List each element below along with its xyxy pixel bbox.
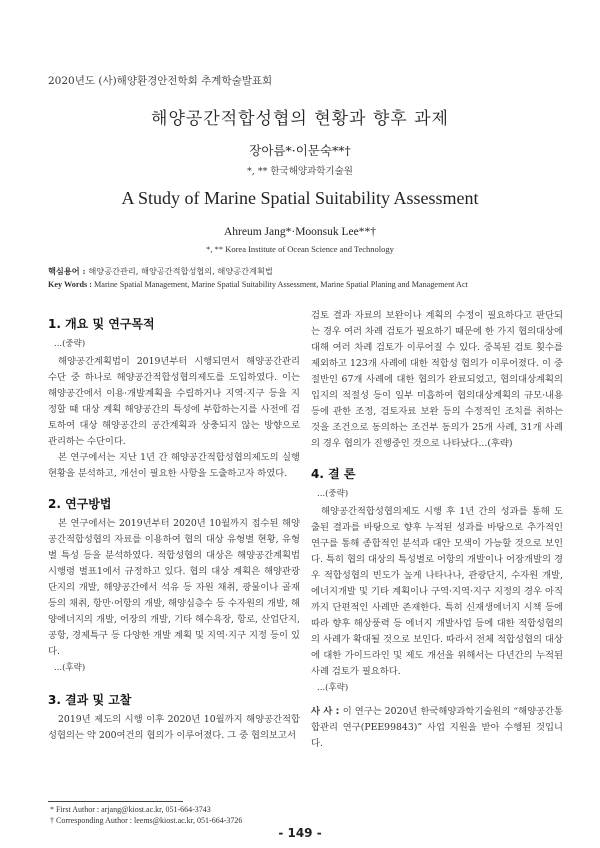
section-1-paragraph-2: 본 연구에서는 지난 1년 간 해양공간적합성협의제도의 실행 현황을 분석하고, 개선이 필요한 사항을 도출하고자 하였다. [48, 452, 300, 479]
section-1-omitted: ...(중략) [54, 339, 86, 349]
section-4-title: 4. 결 론 [311, 467, 356, 481]
korean-title: 해양공간적합성협의 현황과 향후 과제 [151, 109, 449, 129]
section-3-paragraph-1: 2019년 제도의 시행 이후 2020년 10월까지 해양공간적합성협의는 약 200여건의 협의가 이루어졌다. 그 중 협의보고서 [48, 714, 300, 741]
section-1-paragraph-1: 해양공간계획법이 2019년부터 시행되면서 해양공간관리 수단 중 하나로 해양공간적합성협의제도를 도입하였다. 이는 해양공간에서 이용·개발계획을 수립하거나 지역·지구 등을 지정할 때 대상 계획 해양공간의 특성에 부합하는지를 사전에 검토하여 대상 해양공간의 공간계획과 상충되지 않는 방향으로 관리하는 수단이다. [48, 356, 300, 447]
section-2-paragraph-1: 본 연구에서는 2019년부터 2020년 10월까지 접수된 해양공간적합성협의 자료를 이용하여 협의 대상 유형별 현황, 유형별 특성 등을 분석하였다. 적합성협의 대상은 해양공간계획법 시행령 별표1에서 규정하고 있다. 협의 대상 계획은 해양관광단지의 개발, 해양공간에서 석유 등 자원 채취, 광물이나 골재 등의 채취, 항만·어항의 개발, 해양심층수 등 수자원의 개발, 해양에너지의 개발, 어장의 개발, 기타 해수욕장, 항로, 산업단지, 공항, 경제특구 등 다양한 개발 계획 및 지역·지구 지정 등이 있다. [48, 518, 300, 657]
korean-keywords-text: 해양공간관리, 해양공간적합성협의, 해양공간계획법 [88, 266, 273, 276]
english-keywords [48, 280, 558, 289]
footnote-first-author: * First Author : arjang@kiost.ac.kr, 051-664-3743 [50, 805, 211, 814]
footnote-rule [48, 801, 183, 802]
right-column [311, 308, 563, 752]
korean-keywords [48, 266, 558, 277]
acknowledgement-label: 사 사 : [311, 706, 343, 717]
page-number: - 149 - [278, 826, 322, 840]
section-4-omitted: ...(중략) [317, 489, 349, 499]
acknowledgement-text: 이 연구는 2020년 한국해양과학기술원의 “해양공간통합관리 연구(PEE99843)” 사업 지원을 받아 수행된 것입니다. [311, 706, 563, 749]
section-3-title: 3. 결과 및 고찰 [48, 693, 132, 707]
section-3-paragraph-1-continued: 검토 결과 자료의 보완이나 계획의 수정이 필요하다고 판단되는 경우 여러 차례 검토가 필요하기 때문에 한 가지 협의대상에 대해 여러 차례 검토가 이루어질 수 있다. 중복된 검토 횟수를 제외하고 123개 사례에 대한 적합성 협의가 이루어졌다. 이 중 절반인 67개 사례에 대한 협의가 완료되었고, 협의대상계획의 입지의 적절성 등이 일부 미흡하여 협의대상계획의 규모·내용 등에 관한 조정, 검토자료 보완 등의 수정적인 조치를 취하는 것을 조건으로 동의하는 조건부 동의가 25개 사례, 31개 사례의 경우 협의가 진행중인 것으로 나타났다...(후략) [311, 310, 563, 449]
section-4-paragraph-1: 해양공간적합성협의제도 시행 후 1년 간의 성과를 통해 도출된 결과를 바탕으로 향후 누적된 성과를 바탕으로 추가적인 연구를 통해 종합적인 분석과 대안 모색이 가능할 것으로 보인다. 특히 협의 대상의 특성별로 어항의 개발이나 어장개발의 경우 적합성협의 빈도가 높게 나타나나, 관광단지, 수자원 개발, 에너지개발 및 기타 계획이나 구역·지역·지구 지정의 경우 아직까지 단편적인 사례만 존재한다. 특히 신재생에너지 시책 등에 따라 향후 해상풍력 등 에너지 개발사업 등에 대한 적합성협의의 사례가 확대될 것으로 보인다. 따라서 전체 적합성협의 대상에 대한 가이드라인 및 제도 개선을 위해서는 다년간의 누적된 사례 검토가 필요하다. [311, 506, 563, 677]
english-affiliation: *, ** Korea Institute of Ocean Science and Technology [206, 244, 394, 254]
english-authors: Ahreum Jang*·Moonsuk Lee**† [223, 226, 377, 238]
english-keywords-label: Key Words : [48, 280, 95, 289]
conference-header: 2020년도 (사)해양환경안전학회 추계학술발표회 [48, 75, 273, 87]
english-title: A Study of Marine Spatial Suitability Assessment [121, 188, 479, 208]
section-2-omitted: ...(후략) [54, 663, 86, 673]
korean-keywords-label: 핵심용어 : [48, 266, 89, 276]
left-column [48, 316, 300, 744]
section-1-title: 1. 개요 및 연구목적 [48, 317, 155, 331]
footnote-corresponding-author: † Corresponding Author : leems@kiost.ac.kr, 051-664-3726 [50, 816, 243, 825]
acknowledgement [311, 704, 563, 752]
section-4-omitted-end: ...(후략) [317, 683, 349, 693]
section-2-title: 2. 연구방법 [48, 497, 112, 511]
english-keywords-text: Marine Spatial Management, Marine Spatial Suitability Assessment, Marine Spatial Planing and Management Act [94, 280, 468, 289]
korean-affiliation: *, ** 한국해양과학기술원 [247, 166, 353, 177]
korean-authors: 장아름*·이문숙**† [249, 143, 351, 158]
